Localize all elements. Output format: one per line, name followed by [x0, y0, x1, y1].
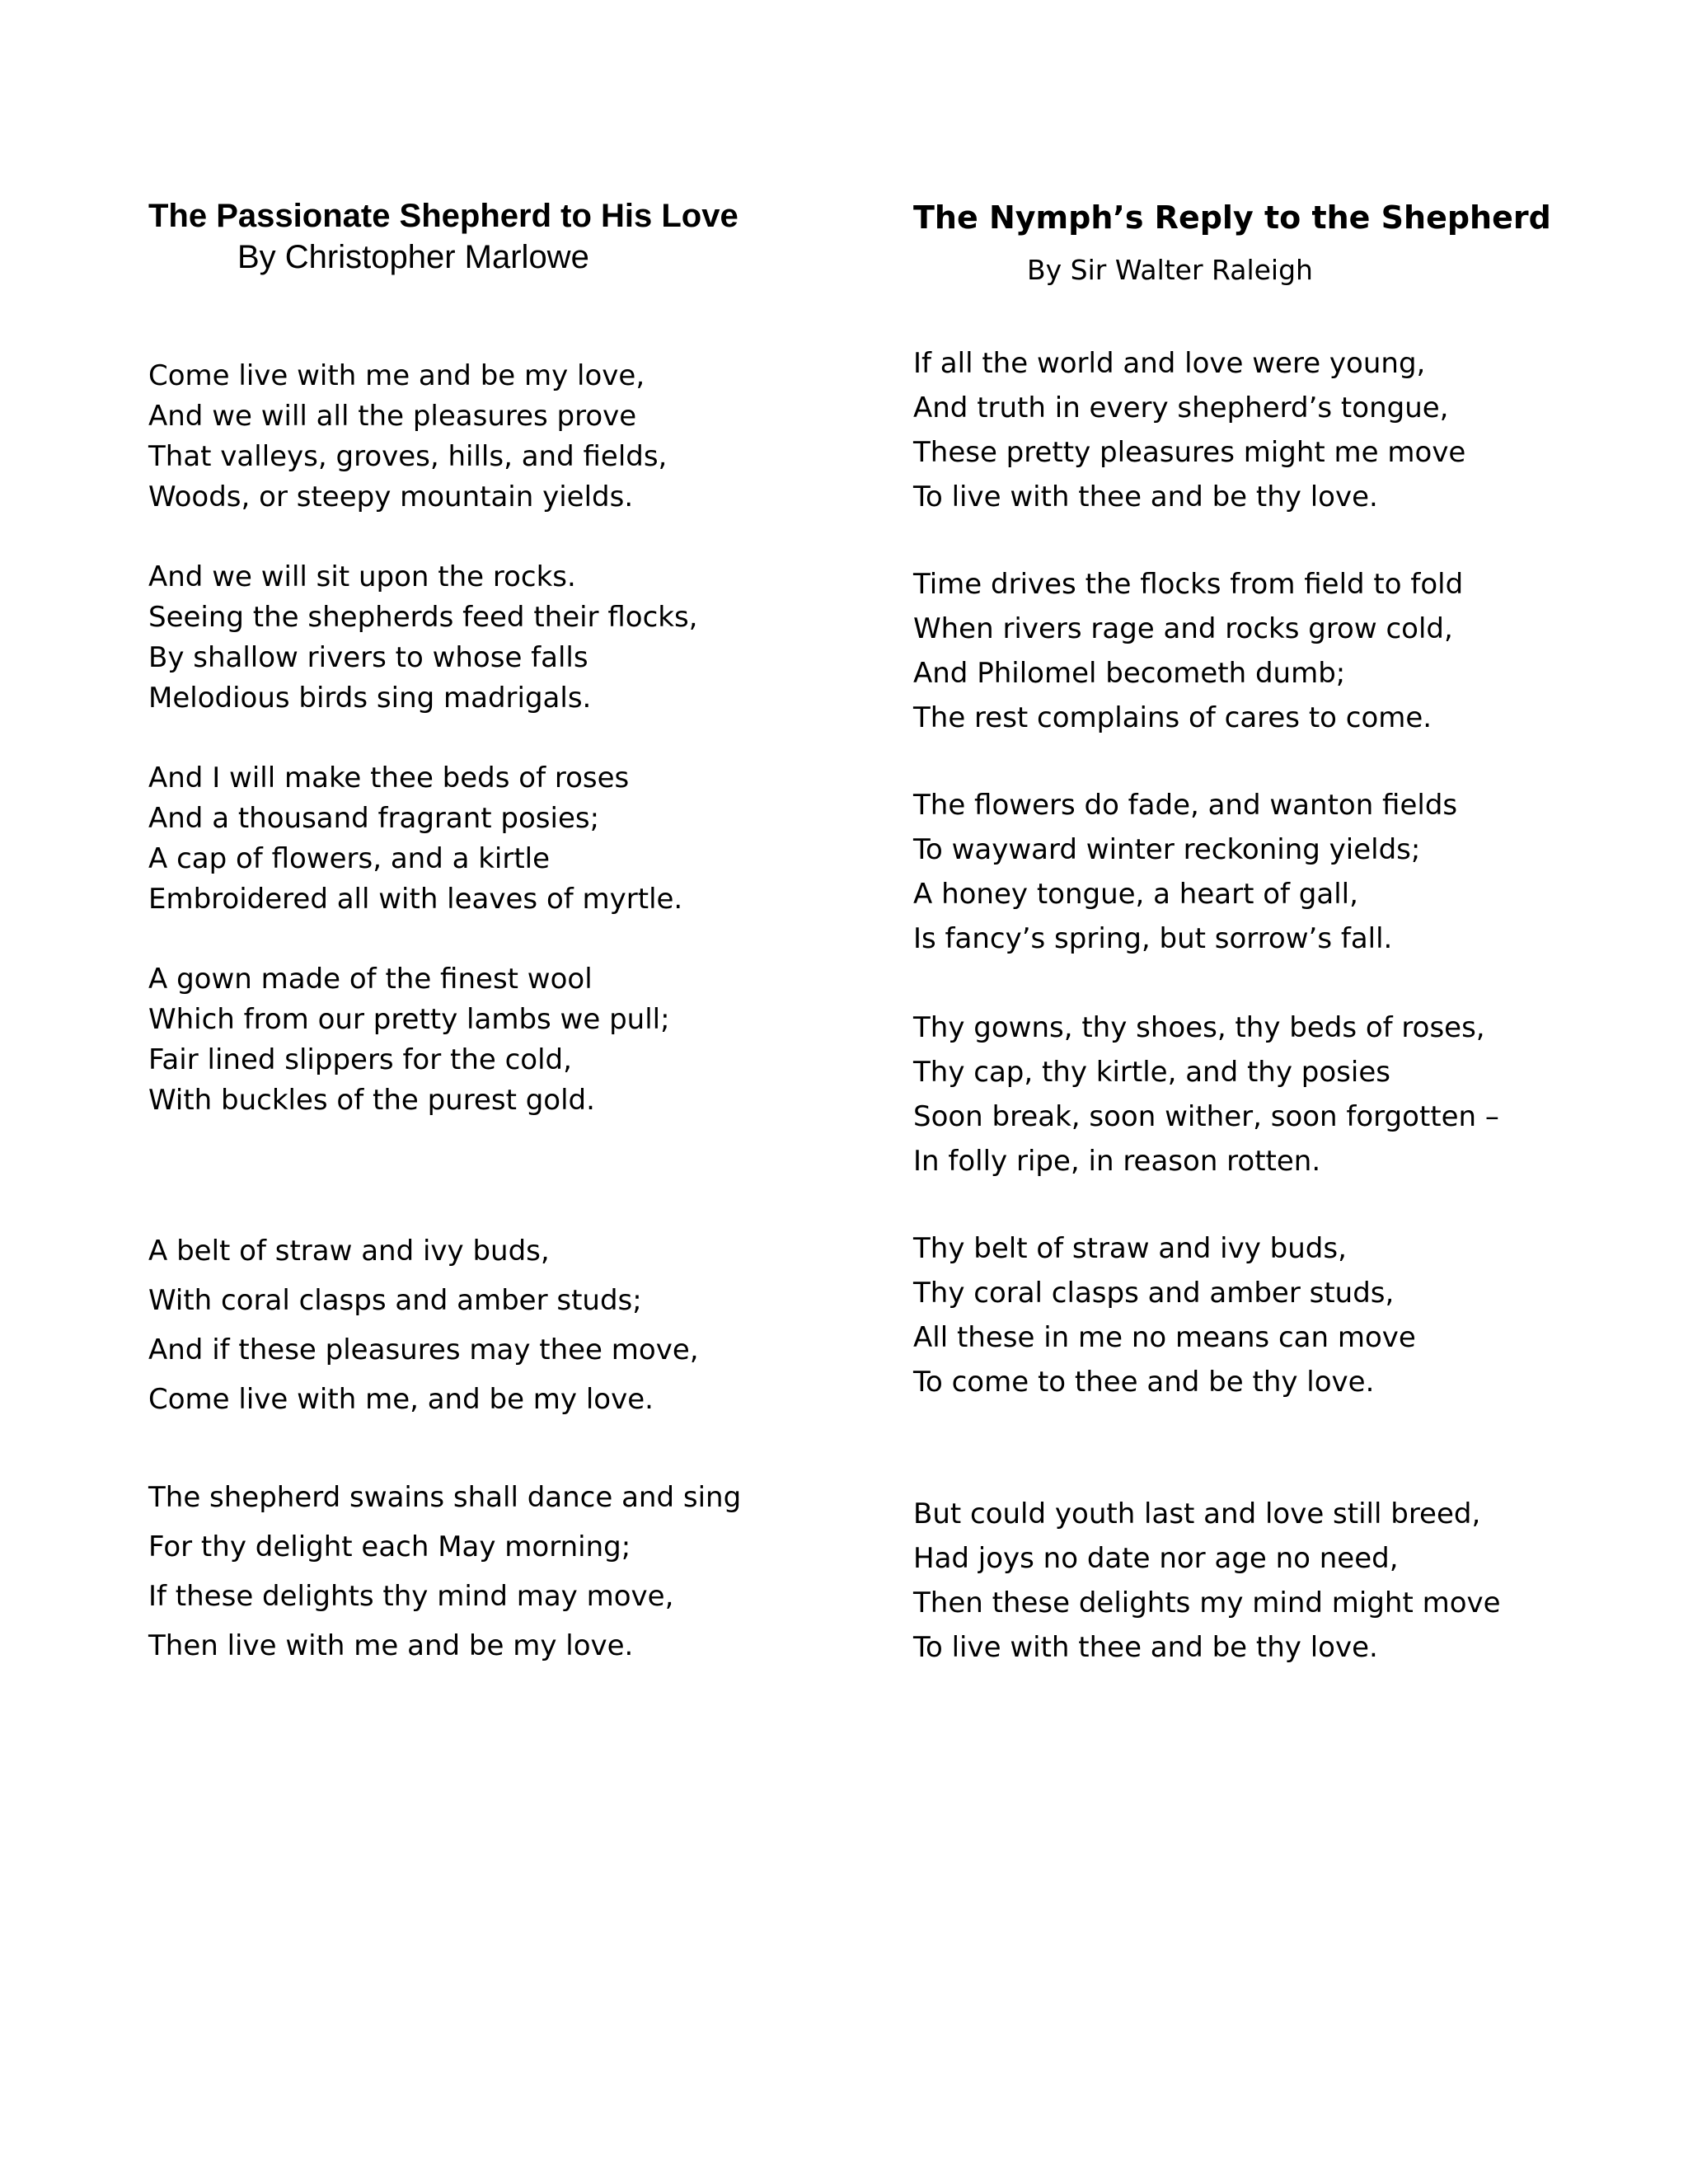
verse-line: All these in me no means can move	[913, 1321, 1416, 1354]
verse-line: And a thousand fragrant posies;	[148, 802, 600, 835]
poem-author: By Christopher Marlowe	[237, 239, 589, 275]
verse-line: Woods, or steepy mountain yields.	[148, 480, 634, 513]
verse-line: The rest complains of cares to come.	[913, 701, 1432, 734]
verse-line: A cap of flowers, and a kirtle	[148, 842, 551, 875]
verse-line: And I will make thee beds of roses	[148, 762, 630, 794]
stanza	[913, 1226, 1416, 1404]
verse-line: Is fancy’s spring, but sorrow’s fall.	[913, 922, 1393, 955]
verse-line: Thy gowns, thy shoes, thy beds of roses,	[913, 1011, 1485, 1044]
verse-line: Time drives the flocks from field to fold	[913, 568, 1464, 601]
stanza	[148, 557, 697, 719]
verse-line: Embroidered all with leaves of myrtle.	[148, 883, 683, 916]
verse-line: But could youth last and love still breed,	[913, 1497, 1481, 1530]
verse-line: Thy cap, thy kirtle, and thy posies	[913, 1056, 1390, 1089]
poem-author: By Sir Walter Raleigh	[1027, 254, 1313, 286]
poem-title: The Nymph’s Reply to the Shepherd	[913, 199, 1551, 236]
verse-line: And we will sit upon the rocks.	[148, 560, 576, 593]
verse-line: A honey tongue, a heart of gall,	[913, 878, 1358, 911]
verse-line: In folly ripe, in reason rotten.	[913, 1145, 1321, 1178]
verse-line: For thy delight each May morning;	[148, 1530, 631, 1563]
verse-line: That valleys, groves, hills, and fields,	[148, 440, 668, 473]
verse-line: A gown made of the finest wool	[148, 963, 593, 996]
verse-line: To come to thee and be thy love.	[913, 1366, 1375, 1399]
verse-line: With buckles of the purest gold.	[148, 1084, 595, 1117]
verse-line: With coral clasps and amber studs;	[148, 1284, 642, 1317]
verse-line: To live with thee and be thy love.	[913, 480, 1378, 513]
verse-line: To wayward winter reckoning yields;	[913, 833, 1421, 866]
stanza	[913, 1005, 1499, 1183]
verse-line: And we will all the pleasures prove	[148, 400, 637, 433]
verse-line: To live with thee and be thy love.	[913, 1631, 1378, 1664]
verse-line: Thy belt of straw and ivy buds,	[913, 1232, 1347, 1265]
stanza	[148, 1226, 699, 1424]
stanza	[148, 356, 667, 518]
verse-line: Seeing the shepherds feed their flocks,	[148, 601, 698, 634]
verse-line: Soon break, soon wither, soon forgotten –	[913, 1100, 1499, 1133]
verse-line: Had joys no date nor age no need,	[913, 1542, 1399, 1575]
verse-line: The flowers do fade, and wanton fields	[913, 789, 1458, 822]
stanza	[913, 562, 1463, 740]
stanza	[148, 959, 670, 1121]
poem-title: The Passionate Shepherd to His Love	[148, 198, 738, 234]
verse-line: The shepherd swains shall dance and sing	[148, 1481, 742, 1514]
stanza	[913, 341, 1465, 519]
verse-line: Thy coral clasps and amber studs,	[913, 1277, 1395, 1310]
verse-line: If all the world and love were young,	[913, 347, 1426, 380]
stanza	[913, 1492, 1501, 1670]
verse-line: When rivers rage and rocks grow cold,	[913, 612, 1453, 645]
verse-line: Fair lined slippers for the cold,	[148, 1043, 572, 1076]
verse-line: Which from our pretty lambs we pull;	[148, 1003, 670, 1036]
verse-line: These pretty pleasures might me move	[913, 436, 1466, 469]
verse-line: Then these delights my mind might move	[913, 1586, 1501, 1619]
verse-line: By shallow rivers to whose falls	[148, 641, 588, 674]
stanza	[148, 758, 682, 920]
verse-line: And if these pleasures may thee move,	[148, 1333, 699, 1366]
stanza	[913, 783, 1457, 961]
verse-line: A belt of straw and ivy buds,	[148, 1235, 550, 1268]
verse-line: And truth in every shepherd’s tongue,	[913, 391, 1449, 424]
stanza	[148, 1473, 741, 1671]
verse-line: Come live with me, and be my love.	[148, 1383, 654, 1416]
verse-line: If these delights thy mind may move,	[148, 1580, 674, 1613]
verse-line: And Philomel becometh dumb;	[913, 657, 1346, 690]
verse-line: Come live with me and be my love,	[148, 359, 645, 392]
verse-line: Melodious birds sing madrigals.	[148, 682, 592, 715]
verse-line: Then live with me and be my love.	[148, 1629, 634, 1662]
